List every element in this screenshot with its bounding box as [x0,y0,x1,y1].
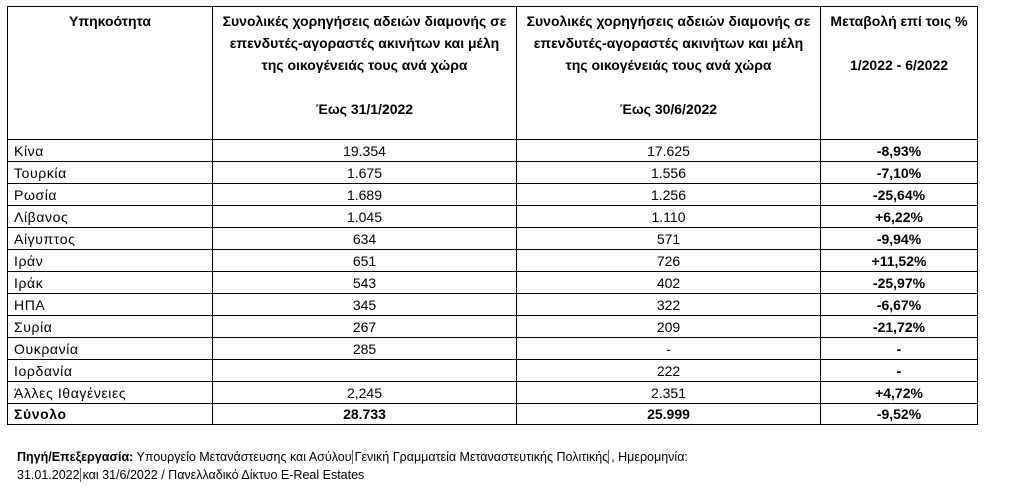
table-row [8,316,978,338]
header-jan-title: Συνολικές χορηγήσεις αδειών διαμονής σε επενδυτές-αγοραστές ακινήτων και μέλη της οικογένειάς τους ανά χώρα [222,13,507,73]
table-row [8,184,978,206]
table-row [8,272,978,294]
jun-value: 1.110 [517,206,821,228]
jun-value: 402 [517,272,821,294]
country-cell: Ιράν [8,250,213,272]
country-cell: Κίνα [8,140,213,162]
jan-value: 651 [213,250,517,272]
jan-value: 2,245 [213,382,517,404]
change-value: -7,10% [821,162,978,184]
country-cell: Ιορδανία [8,360,213,382]
jun-value: - [517,338,821,360]
header-change-title: Μεταβολή επί τοις % [830,13,968,29]
table-row [8,206,978,228]
table-row [8,250,978,272]
jan-value: 267 [213,316,517,338]
jun-value: 571 [517,228,821,250]
jan-value: 1.689 [213,184,517,206]
country-cell: Αίγυπτος [8,228,213,250]
table-row [8,140,978,162]
change-value: - [821,338,978,360]
country-cell: Άλλες Ιθαγένειες [8,382,213,404]
jan-value: 1.045 [213,206,517,228]
change-value: -6,67% [821,294,978,316]
jun-value: 17.625 [517,140,821,162]
table-row [8,228,978,250]
source-directorate: Γενική Γραμματεία Μεταναστευτικής Πολιτικής [352,450,609,464]
permits-table [7,6,978,425]
header-change [821,7,978,140]
header-jun-2022 [517,7,821,140]
change-value: -25,64% [821,184,978,206]
jan-value: 345 [213,294,517,316]
country-cell: Ιράκ [8,272,213,294]
table-row [8,162,978,184]
header-change-period: 1/2022 - 6/2022 [849,57,949,73]
jan-value: 285 [213,338,517,360]
change-value: -21,72% [821,316,978,338]
header-nationality: Υπηκοότητα [8,7,213,140]
country-cell: Ουκρανία [8,338,213,360]
source-note [17,448,977,484]
table-row [8,382,978,404]
source-date-2: και 31/6/2022 / Πανελλαδικό Δίκτυο E-Real Estates [80,468,365,482]
header-jan-date: Έως 31/1/2022 [315,101,414,117]
jan-value: 634 [213,228,517,250]
source-ministry: Υπουργείο Μετανάστευσης και Ασύλου [133,450,352,464]
total-change: -9,52% [821,404,978,425]
header-row [8,7,978,140]
change-value: -8,93% [821,140,978,162]
total-jun: 25.999 [517,404,821,425]
change-value: -25,97% [821,272,978,294]
change-value: -9,94% [821,228,978,250]
jan-value: 19.354 [213,140,517,162]
country-cell: Τουρκία [8,162,213,184]
jan-value: 543 [213,272,517,294]
total-label: Σύνολο [8,404,213,425]
source-label: Πηγή/Επεξεργασία: [17,450,134,464]
jun-value: 726 [517,250,821,272]
country-cell: ΗΠΑ [8,294,213,316]
change-value: +4,72% [821,382,978,404]
header-jun-title: Συνολικές χορηγήσεις αδειών διαμονής σε επενδυτές-αγοραστές ακινήτων και μέλη της οικογένειάς τους ανά χώρα [526,13,811,73]
change-value: - [821,360,978,382]
change-value: +6,22% [821,206,978,228]
jun-value: 222 [517,360,821,382]
total-row [8,404,978,425]
table-body [8,140,978,404]
source-date-label: , Ημερομηνία: [608,450,688,464]
table-row [8,294,978,316]
change-value: +11,52% [821,250,978,272]
total-jan: 28.733 [213,404,517,425]
table-row [8,338,978,360]
header-jun-date: Έως 30/6/2022 [619,101,718,117]
header-jan-2022 [213,7,517,140]
jun-value: 1.256 [517,184,821,206]
jan-value: 1.675 [213,162,517,184]
country-cell: Ρωσία [8,184,213,206]
jun-value: 2.351 [517,382,821,404]
jun-value: 209 [517,316,821,338]
jun-value: 1.556 [517,162,821,184]
table-row [8,360,978,382]
jan-value [213,360,517,382]
jun-value: 322 [517,294,821,316]
country-cell: Συρία [8,316,213,338]
country-cell: Λίβανος [8,206,213,228]
source-date: 31.01.2022 [17,468,80,482]
